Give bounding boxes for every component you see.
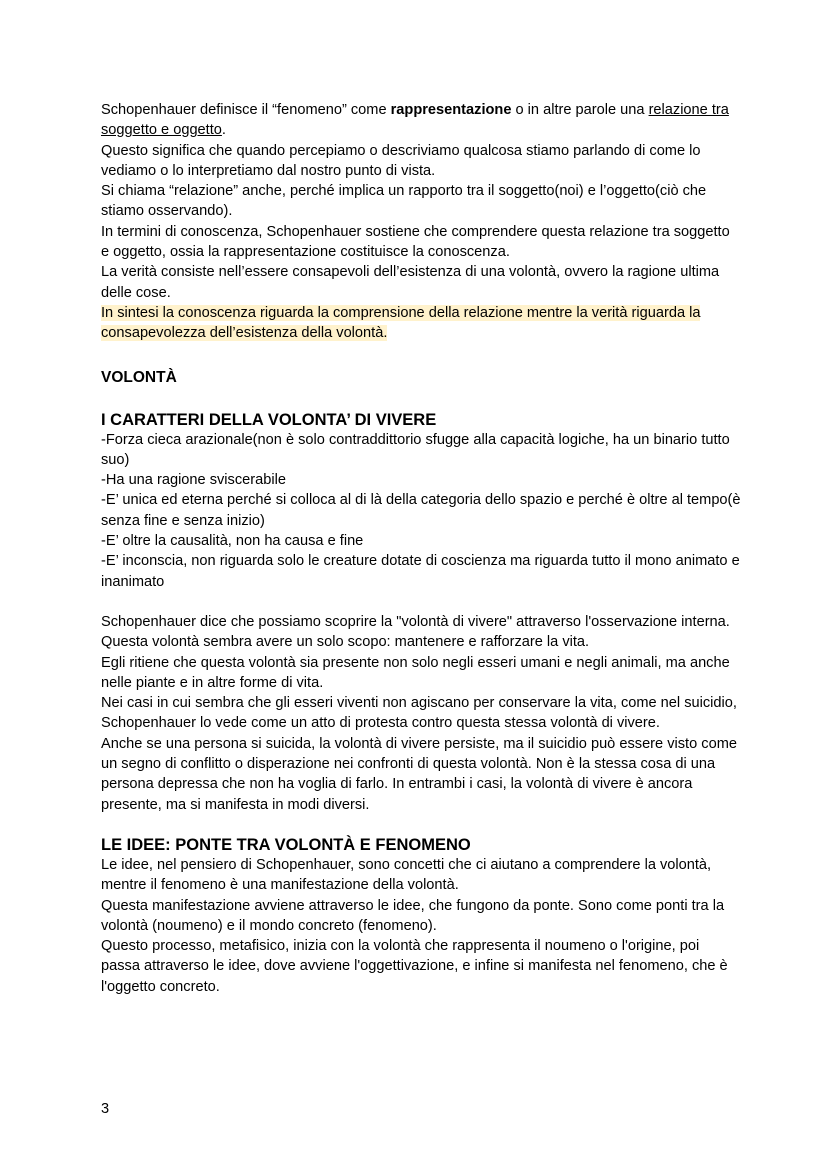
idee-paragraph-1: Le idee, nel pensiero di Schopenhauer, sono concetti che ci aiutano a comprendere la volontà, mentre il fenomeno è una manifestazione della volontà. bbox=[101, 856, 712, 894]
text-span: o in altre parole una bbox=[511, 102, 649, 118]
list-item: -Forza cieca arazionale(non è solo contraddittorio sfugge alla capacità logiche, ha un binario tutto suo) bbox=[101, 431, 730, 468]
page-content bbox=[101, 100, 741, 997]
intro-paragraph-5: La verità consiste nell’essere consapevoli dell’esistenza di una volontà, ovvero la ragione ultima delle cose. bbox=[101, 264, 720, 301]
volonta-paragraph-2: Questa volontà sembra avere un solo scopo: mantenere e rafforzare la vita. bbox=[101, 634, 590, 651]
spacer bbox=[101, 592, 741, 612]
section-title-idee: LE IDEE: PONTE TRA VOLONTÀ E FENOMENO bbox=[101, 835, 471, 854]
list-item: -E’ inconscia, non riguarda solo le creature dotate di coscienza ma riguarda tutto il mono animato e inanimato bbox=[101, 553, 740, 590]
page-number: 3 bbox=[101, 1101, 110, 1117]
section-title-caratteri: I CARATTERI DELLA VOLONTA’ DI VIVERE bbox=[101, 410, 437, 429]
list-item: -E’ unica ed eterna perché si colloca al di là della categoria dello spazio e perché è oltre al tempo(è senza fine e senza inizio) bbox=[101, 492, 741, 529]
highlight-text: In sintesi la conoscenza riguarda la comprensione della relazione mentre la verità riguarda la consapevolezza dell’esistenza della volontà. bbox=[101, 304, 701, 342]
intro-paragraph-3: Si chiama “relazione” anche, perché implica un rapporto tra il soggetto(noi) e l’oggetto(ciò che stiamo osservando). bbox=[101, 183, 707, 220]
underlined-term: relazione tra soggetto e oggetto bbox=[101, 102, 729, 139]
text-span: Schopenhauer definisce il “fenomeno” come bbox=[101, 102, 391, 118]
intro-paragraph-4: In termini di conoscenza, Schopenhauer sostiene che comprendere questa relazione tra soggetto e oggetto, ossia la rappresentazione costituisce la conoscenza. bbox=[101, 223, 730, 261]
idee-paragraph-3: Questo processo, metafisico, inizia con la volontà che rappresenta il noumeno o l'origine, poi passa attraverso le idee, dove avviene l'oggettivazione, e infine si manifesta nel fenomeno, che è l'oggetto concreto. bbox=[101, 938, 728, 995]
highlighted-summary bbox=[101, 303, 741, 344]
intro-paragraph-1 bbox=[101, 100, 741, 141]
idee-paragraph-2: Questa manifestazione avviene attraverso le idee, che fungono da ponte. Sono come ponti tra la volontà (noumeno) e il mondo concreto (fenomeno). bbox=[101, 897, 725, 934]
list-item: -E’ oltre la causalità, non ha causa e fine bbox=[101, 533, 364, 550]
volonta-paragraph-1: Schopenhauer dice che possiamo scoprire la "volontà di vivere" attraverso l'osservazione interna. bbox=[101, 613, 730, 630]
intro-paragraph-2: Questo significa che quando percepiamo o descriviamo qualcosa stiamo parlando di come lo vediamo o lo interpretiamo dal nostro punto di vista. bbox=[101, 142, 701, 179]
volonta-paragraph-4: Nei casi in cui sembra che gli esseri viventi non agiscano per conservare la vita, come nel suicidio, Schopenhauer lo vede come un atto di protesta contro questa stessa volontà di vivere. bbox=[101, 695, 737, 732]
volonta-paragraph-3: Egli ritiene che questa volontà sia presente non solo negli esseri umani e negli animali, ma anche nelle piante e in altre forme di vita. bbox=[101, 654, 730, 691]
list-item: -Ha una ragione sviscerabile bbox=[101, 472, 286, 489]
bold-term: rappresentazione bbox=[390, 102, 512, 118]
section-title-volonta: VOLONTÀ bbox=[101, 368, 177, 386]
volonta-paragraph-5: Anche se una persona si suicida, la volontà di vivere persiste, ma il suicidio può essere visto come un segno di conflitto o disperazione nei confronti di questa volontà. Non è la stessa cosa di una persona depressa che non ha voglia di farlo. In entrambi i casi, la volontà di vivere è ancora presente, ma si manifesta in modi diversi. bbox=[101, 735, 737, 813]
text-span: . bbox=[221, 122, 226, 139]
